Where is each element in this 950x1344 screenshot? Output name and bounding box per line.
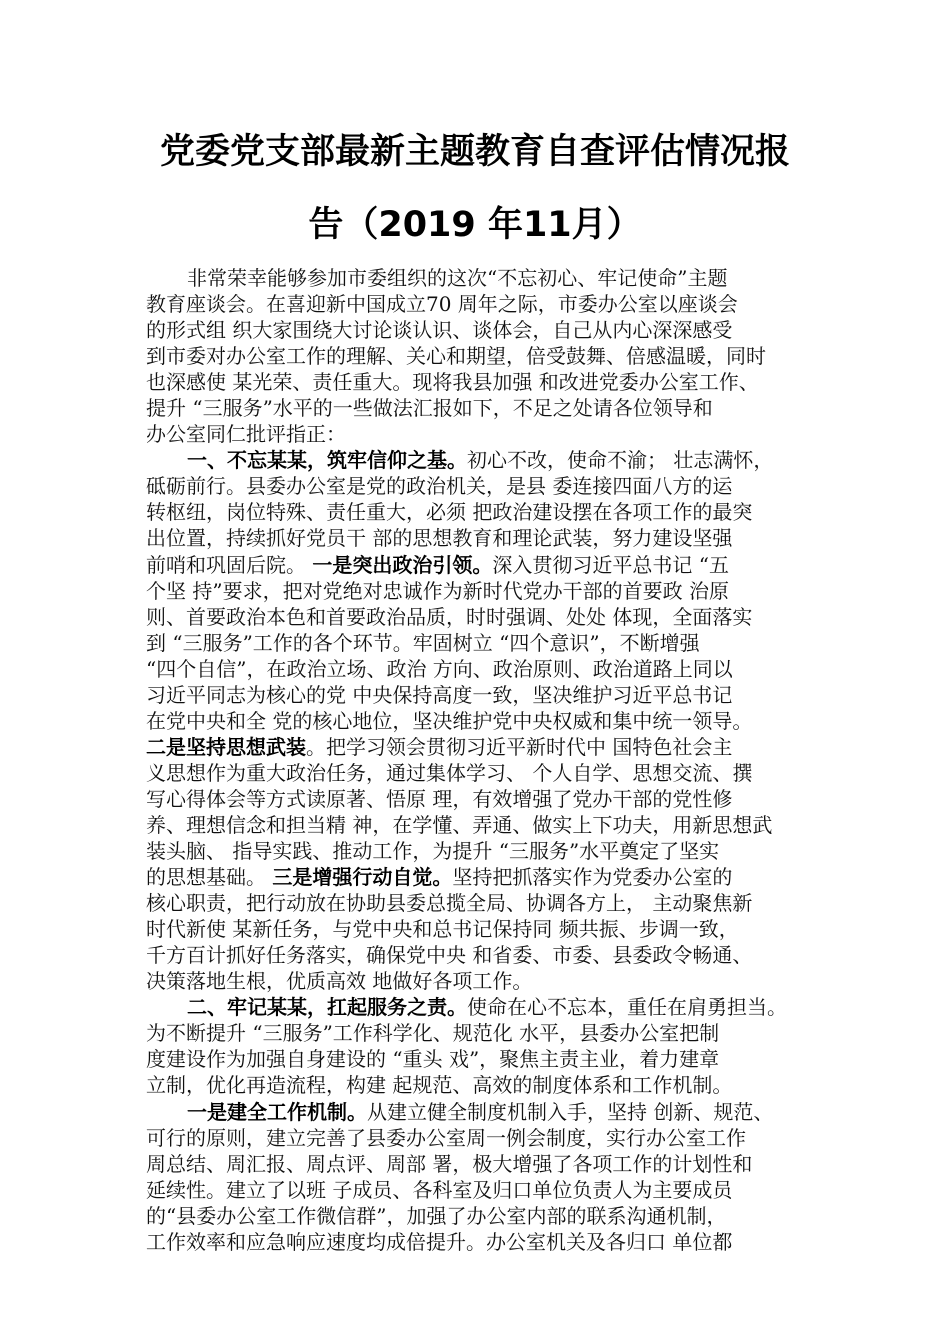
- body-line: [146, 812, 836, 838]
- body-line: [146, 291, 836, 317]
- bold-heading-text: 一、不忘某某，筑牢信仰之基。: [187, 448, 467, 473]
- body-line: [146, 1072, 836, 1098]
- body-text-segment: 周总结、周汇报、周点评、周部 署，极大增强了各项工作的计划性和: [146, 1151, 753, 1176]
- body-line: [146, 1125, 836, 1151]
- body-text-segment: 可行的原则，建立完善了县委办公室周一例会制度，实行办公室工作: [146, 1125, 746, 1150]
- body-line: [146, 786, 836, 812]
- bold-heading-text: 一是建全工作机制。: [187, 1099, 367, 1124]
- body-text-segment: 写心得体会等方式读原著、悟原 理，有效增强了党办干部的党性修: [146, 786, 733, 811]
- body-line: [146, 630, 836, 656]
- bold-heading-text: 三是增强行动自觉。: [272, 865, 453, 890]
- body-line: [146, 473, 836, 499]
- body-line: [146, 1020, 836, 1046]
- body-text-segment: 到市委对办公室工作的理解、关心和期望，倍受鼓舞、倍感温暖，同时: [146, 344, 766, 369]
- body-text-segment: 也深感使 某光荣、责任重大。现将我县加强 和改进党委办公室工作、: [146, 370, 759, 395]
- body-line: [146, 343, 836, 369]
- body-text-segment: 养、理想信念和担当精 神，在学懂、弄通、做实上下功夫，用新思想武: [146, 812, 773, 837]
- body-text-segment: 初心不改，使命不渝； 壮志满怀，: [467, 448, 774, 473]
- body-text-segment: 办公室同仁批评指正：: [146, 422, 346, 447]
- body-line: [146, 890, 836, 916]
- document-title-line-1: 党委党支部最新主题教育自查评估情况报: [159, 132, 790, 172]
- body-line: [146, 395, 836, 421]
- body-text-segment: 的形式组 织大家围绕大讨论谈认识、谈体会，自己从内心深深感受: [146, 318, 733, 343]
- body-line: [146, 317, 836, 343]
- body-text-segment: 的“县委办公室工作微信群”，加强了办公室内部的联系沟通机制，: [146, 1203, 727, 1228]
- body-text-segment: 则、首要政治本色和首要政治品质，时时强调、处处 体现，全面落实: [146, 604, 753, 629]
- body-line: [146, 1203, 836, 1229]
- body-text-segment: 深入贯彻习近平总书记 “五: [492, 552, 729, 577]
- body-text-segment: 延续性。建立了以班 子成员、各科室及归口单位负责人为主要成员: [146, 1177, 733, 1202]
- body-text-segment: 立制，优化再造流程，构建 起规范、高效的制度体系和工作机制。: [146, 1073, 733, 1098]
- body-text-segment: 。把学习领会贯彻习近平新时代中 国特色社会主: [306, 734, 733, 759]
- body-text-segment: 转枢纽，岗位特殊、责任重大，必须 把政治建设摆在各项工作的最突: [146, 500, 753, 525]
- body-text-segment: 的思想基础。: [146, 865, 273, 890]
- body-text-segment: 使命在心不忘本，重任在肩勇担当。: [467, 995, 787, 1020]
- body-line: [146, 838, 836, 864]
- body-text-segment: 前哨和巩固后院。: [146, 552, 313, 577]
- body-line: [146, 1099, 836, 1125]
- body-line: [146, 1151, 836, 1177]
- body-text-segment: 为不断提升 “三服务”工作科学化、规范化 水平，县委办公室把制: [146, 1021, 720, 1046]
- body-line: [146, 578, 836, 604]
- body-text-segment: 坚持把抓落实作为党委办公室的: [452, 865, 733, 890]
- document-title-line-2: 告（2019 年11月）: [308, 205, 642, 245]
- body-line: [146, 525, 836, 551]
- bold-heading-text: 一是突出政治引领。: [312, 552, 493, 577]
- body-text-segment: 砥砺前行。县委办公室是党的政治机关，是县 委连接四面八方的运: [146, 474, 733, 499]
- bold-heading-text: 二、牢记某某，扛起服务之责。: [187, 995, 467, 1020]
- body-text-segment: 习近平同志为核心的党 中央保持高度一致，坚决维护习近平总书记: [146, 682, 733, 707]
- body-text-segment: 决策落地生根，优质高效 地做好各项工作。: [146, 969, 533, 994]
- body-line: [146, 734, 836, 760]
- body-line: [146, 916, 836, 942]
- body-line: [146, 968, 836, 994]
- body-text-segment: 在党中央和全 党的核心地位，坚决维护党中央权威和集中统一领导。: [146, 708, 753, 733]
- body-text-segment: 度建设作为加强自身建设的 “重头 戏”，聚焦主责主业，着力建章: [146, 1047, 720, 1072]
- body-line: [146, 708, 836, 734]
- body-line: [146, 369, 836, 395]
- body-line: [146, 421, 836, 447]
- body-text-segment: 核心职责，把行动放在协助县委总揽全局、协调各方上， 主动聚焦新: [146, 891, 753, 916]
- body-text-segment: 从建立健全制度机制入手，坚持 创新、规范、: [367, 1099, 774, 1124]
- body-line: [146, 760, 836, 786]
- body-line: [146, 604, 836, 630]
- body-line: [146, 994, 836, 1020]
- body-line: [146, 1177, 836, 1203]
- body-text-segment: 出位置，持续抓好党员干 部的思想教育和理论武装，努力建设坚强: [146, 526, 733, 551]
- body-text-segment: 千方百计抓好任务落实，确保党中央 和省委、市委、县委政令畅通、: [146, 943, 753, 968]
- body-text-segment: 时代新使 某新任务，与党中央和总书记保持同 频共振、步调一致，: [146, 917, 739, 942]
- body-text-segment: 个坚 持”要求，把对党绝对忠诚作为新时代党办干部的首要政 治原: [146, 578, 729, 603]
- body-text-segment: 到 “三服务”工作的各个环节。牢固树立 “四个意识”，不断增强: [146, 630, 700, 655]
- body-text-segment: “四个自信”，在政治立场、政治 方向、政治原则、政治道路上同以: [146, 656, 733, 681]
- body-line: [146, 864, 836, 890]
- body-line: [146, 1046, 836, 1072]
- body-text-segment: 义思想作为重大政治任务，通过集体学习、 个人自学、思想交流、撰: [146, 760, 753, 785]
- body-text-segment: 教育座谈会。在喜迎新中国成立70 周年之际，市委办公室以座谈会: [146, 292, 738, 317]
- body-line: [146, 265, 836, 291]
- body-text-segment: 非常荣幸能够参加市委组织的这次“不忘初心、牢记使命”主题: [187, 266, 728, 290]
- bold-heading-text: 二是坚持思想武装: [146, 734, 306, 759]
- body-text-segment: 提升 “三服务”水平的一些做法汇报如下，不足之处请各位领导和: [146, 396, 713, 421]
- body-line: [146, 682, 836, 708]
- body-line: [146, 499, 836, 525]
- body-line: [146, 942, 836, 968]
- body-line: [146, 447, 836, 473]
- body-text-segment: 装头脑、 指导实践、推动工作，为提升 “三服务”水平奠定了坚实: [146, 839, 720, 864]
- body-line: [146, 552, 836, 578]
- body-line: [146, 656, 836, 682]
- document-body: [146, 265, 836, 1255]
- body-text-segment: 工作效率和应急响应速度均成倍提升。办公室机关及各归口 单位都: [146, 1229, 733, 1254]
- body-line: [146, 1229, 836, 1255]
